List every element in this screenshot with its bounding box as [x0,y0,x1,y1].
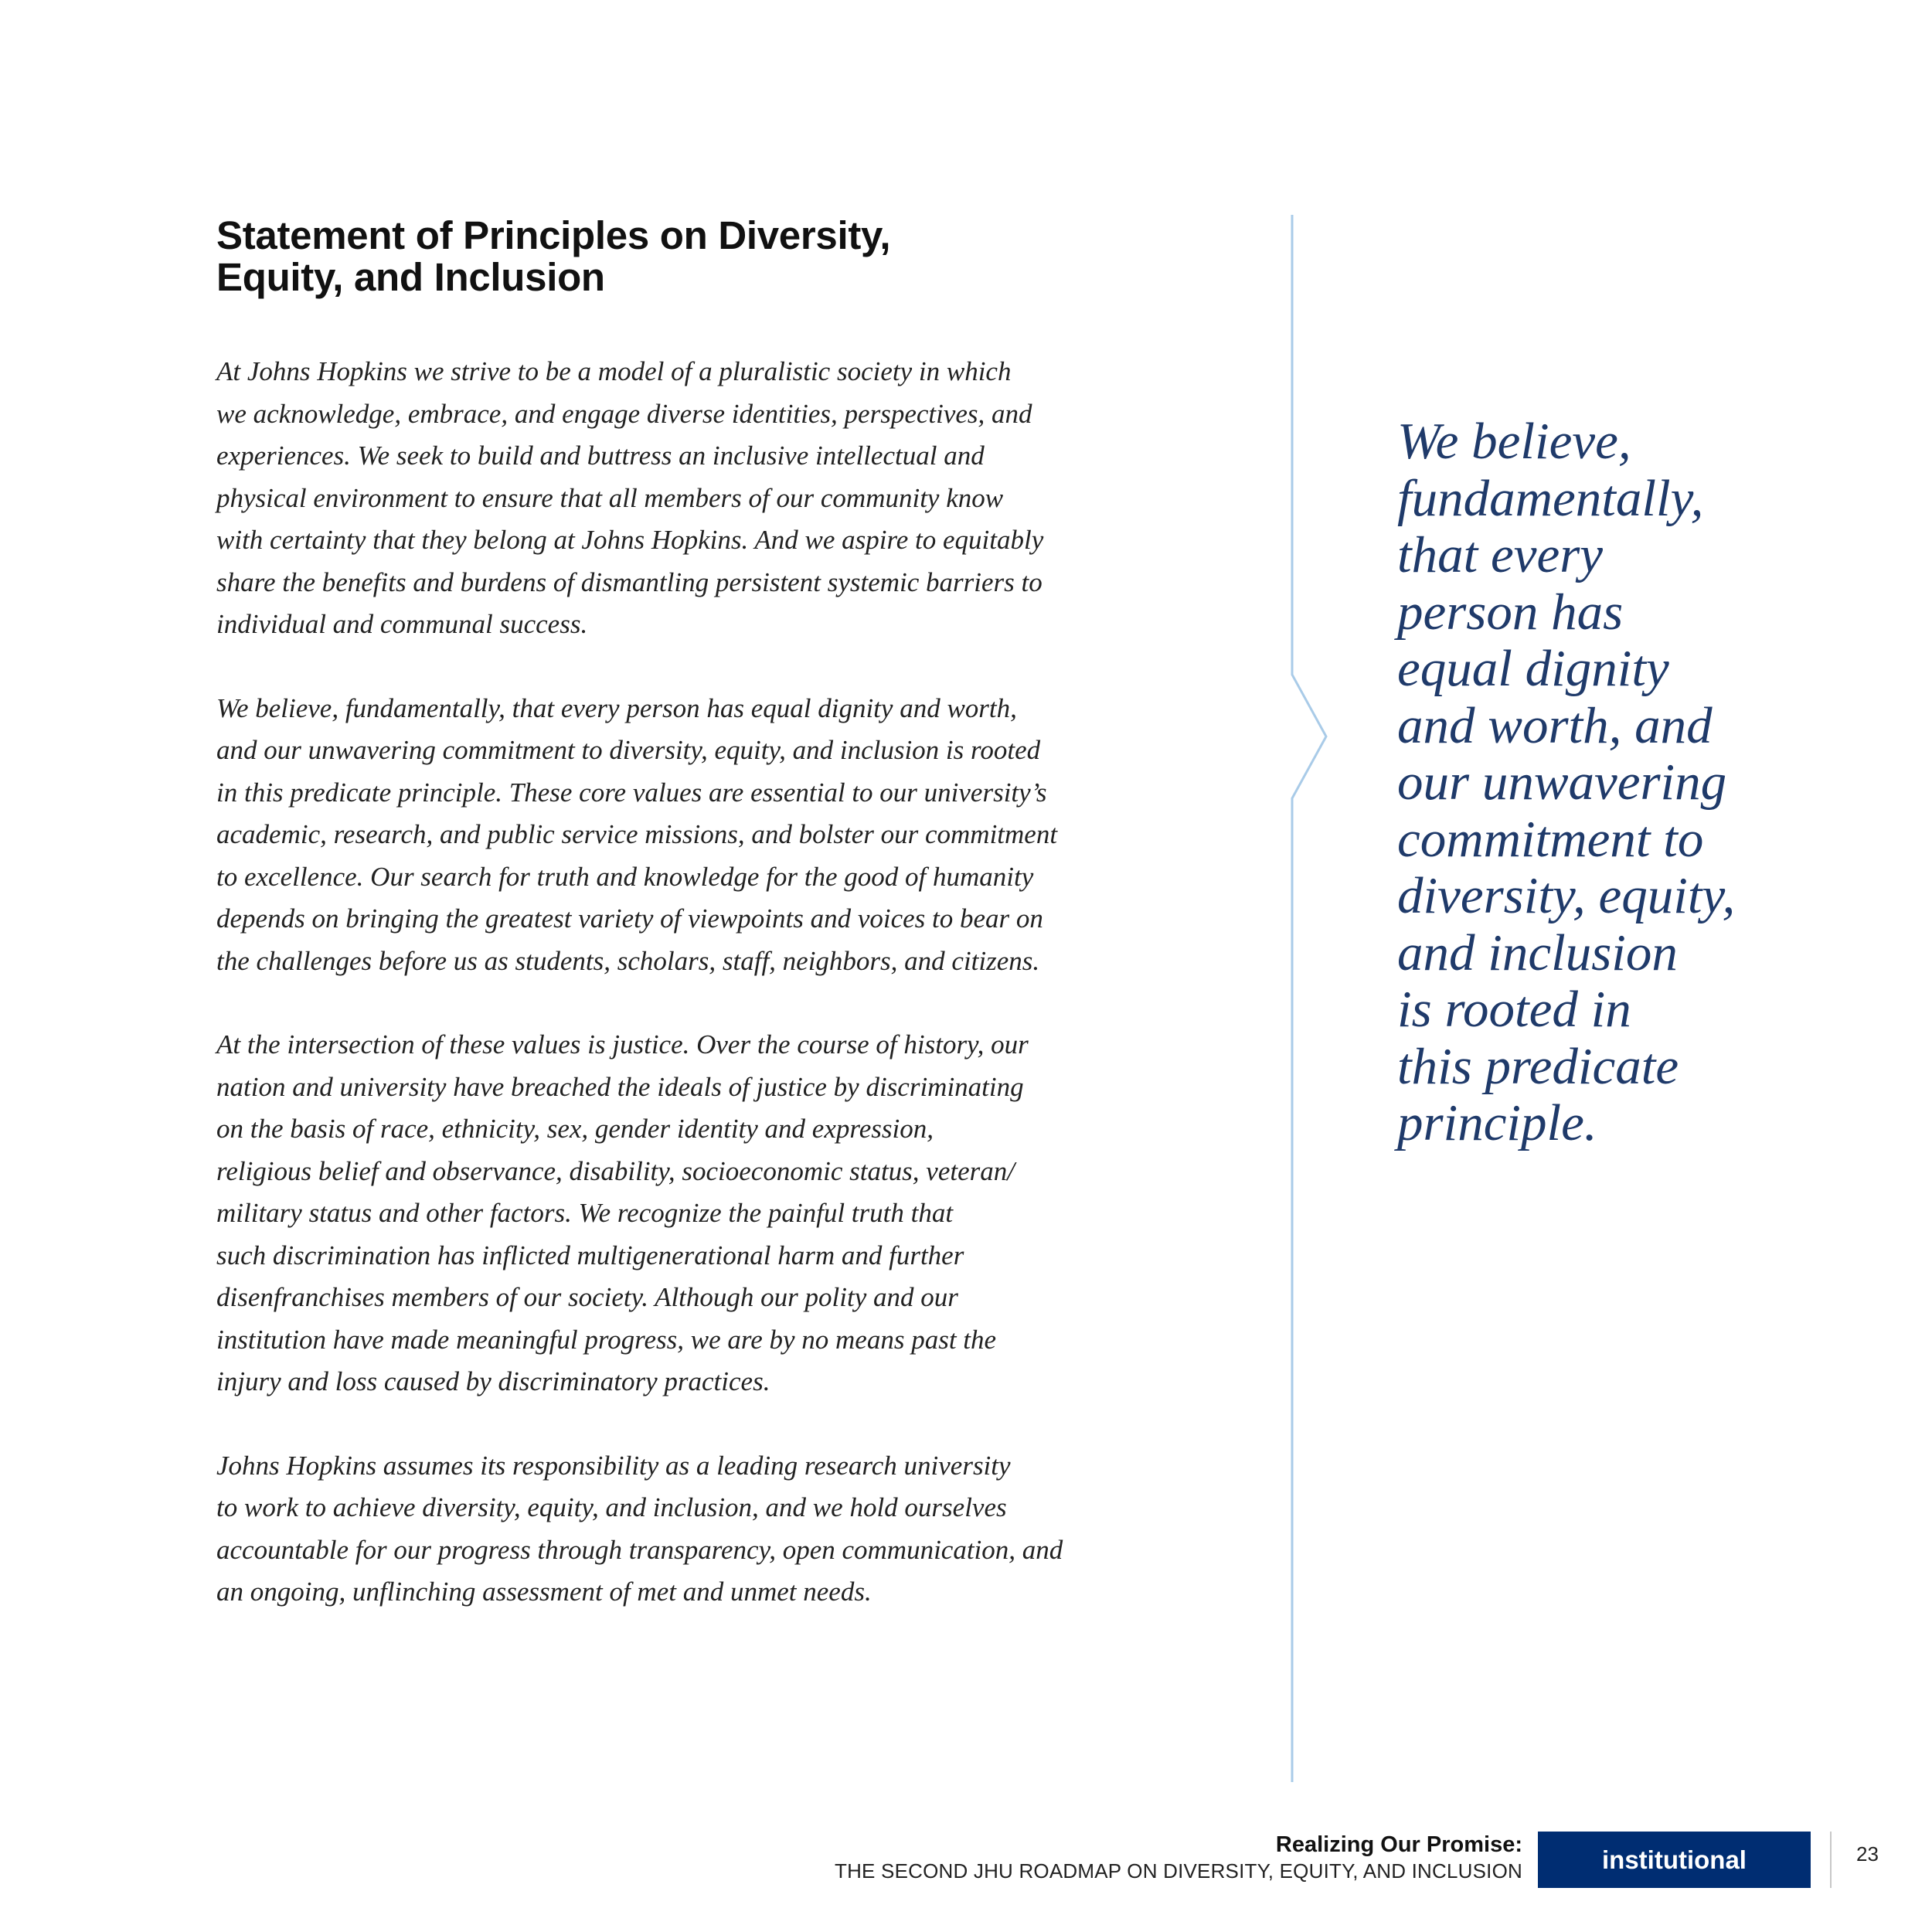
heading-line: Statement of Principles on Diversity, [216,213,891,257]
text-line: share the benefits and burdens of dismantling persistent systemic barriers to [216,566,1043,597]
text-line: institution have made meaningful progress, we are by no means past the [216,1324,997,1355]
text-line: in this predicate principle. These core values are essential to our university’s [216,777,1047,808]
text-line: Johns Hopkins assumes its responsibility as a leading research university [216,1450,1011,1481]
text-line: At Johns Hopkins we strive to be a model of a pluralistic society in which [216,356,1012,386]
text-line: an ongoing, unflinching assessment of met and unmet needs. [216,1577,872,1607]
pull-quote-line: commitment to [1397,810,1704,868]
text-line: academic, research, and public service missions, and bolster our commitment [216,819,1058,849]
paragraph-2 [216,688,1236,983]
text-line: depends on bringing the greatest variety of viewpoints and voices to bear on [216,903,1043,934]
pull-quote-line: that every [1397,526,1604,583]
text-line: such discrimination has inflicted multigenerational harm and further [216,1240,964,1270]
text-line: We believe, fundamentally, that every person has equal dignity and worth, [216,692,1017,723]
text-line: the challenges before us as students, scholars, staff, neighbors, and citizens. [216,945,1040,976]
text-line: experiences. We seek to build and buttress an inclusive intellectual and [216,440,985,471]
footer-title: Realizing Our Promise: [1275,1832,1522,1857]
paragraph-1 [216,351,1236,646]
pull-quote-line: is rooted in [1397,981,1631,1038]
pull-quote-line: person has [1397,583,1624,641]
paragraph-4 [216,1445,1236,1614]
text-line: religious belief and observance, disability, socioeconomic status, veteran/ [216,1155,1015,1186]
text-line: individual and communal success. [216,609,588,639]
text-line: we acknowledge, embrace, and engage diverse identities, perspectives, and [216,398,1032,429]
footer-subtitle: THE SECOND JHU ROADMAP ON DIVERSITY, EQUITY, AND INCLUSION [835,1859,1522,1883]
text-line: to work to achieve diversity, equity, and inclusion, and we hold ourselves [216,1492,1007,1522]
pull-quote-line: and worth, and [1397,696,1713,754]
text-line: nation and university have breached the ideals of justice by discriminating [216,1071,1024,1102]
page-number: 23 [1856,1842,1879,1866]
pull-quote-line: We believe, [1397,413,1631,470]
heading-line: Equity, and Inclusion [216,255,605,299]
paragraph-3 [216,1024,1236,1403]
text-line: and our unwavering commitment to diversity, equity, and inclusion is rooted [216,735,1041,765]
text-line: disenfranchises members of our society. Although our polity and our [216,1282,958,1312]
text-line: on the basis of race, ethnicity, sex, gender identity and expression, [216,1114,934,1144]
page-heading [216,215,1260,298]
pull-quote-line: and inclusion [1397,923,1678,981]
text-line: accountable for our progress through transparency, open communication, and [216,1534,1063,1565]
pull-quote-line: principle. [1397,1094,1597,1151]
text-line: with certainty that they belong at Johns Hopkins. And we aspire to equitably [216,525,1044,555]
pull-quote [1397,413,1892,1152]
pull-quote-line: equal dignity [1397,640,1669,697]
text-line: military status and other factors. We recognize the painful truth that [216,1198,954,1228]
chevron-divider [1291,215,1360,1782]
pull-quote-line: our unwavering [1397,753,1727,811]
divider-line [1292,215,1326,1782]
footer-divider [1830,1832,1832,1888]
body-text [216,351,1236,1655]
pull-quote-line: diversity, equity, [1397,867,1736,924]
text-line: injury and loss caused by discriminatory practices. [216,1366,770,1396]
pull-quote-line: fundamentally, [1397,469,1704,527]
pull-quote-line: this predicate [1397,1037,1679,1095]
section-badge: institutional [1538,1832,1811,1888]
text-line: to excellence. Our search for truth and knowledge for the good of humanity [216,861,1034,892]
text-line: At the intersection of these values is justice. Over the course of history, our [216,1029,1029,1060]
text-line: physical environment to ensure that all members of our community know [216,482,1004,513]
